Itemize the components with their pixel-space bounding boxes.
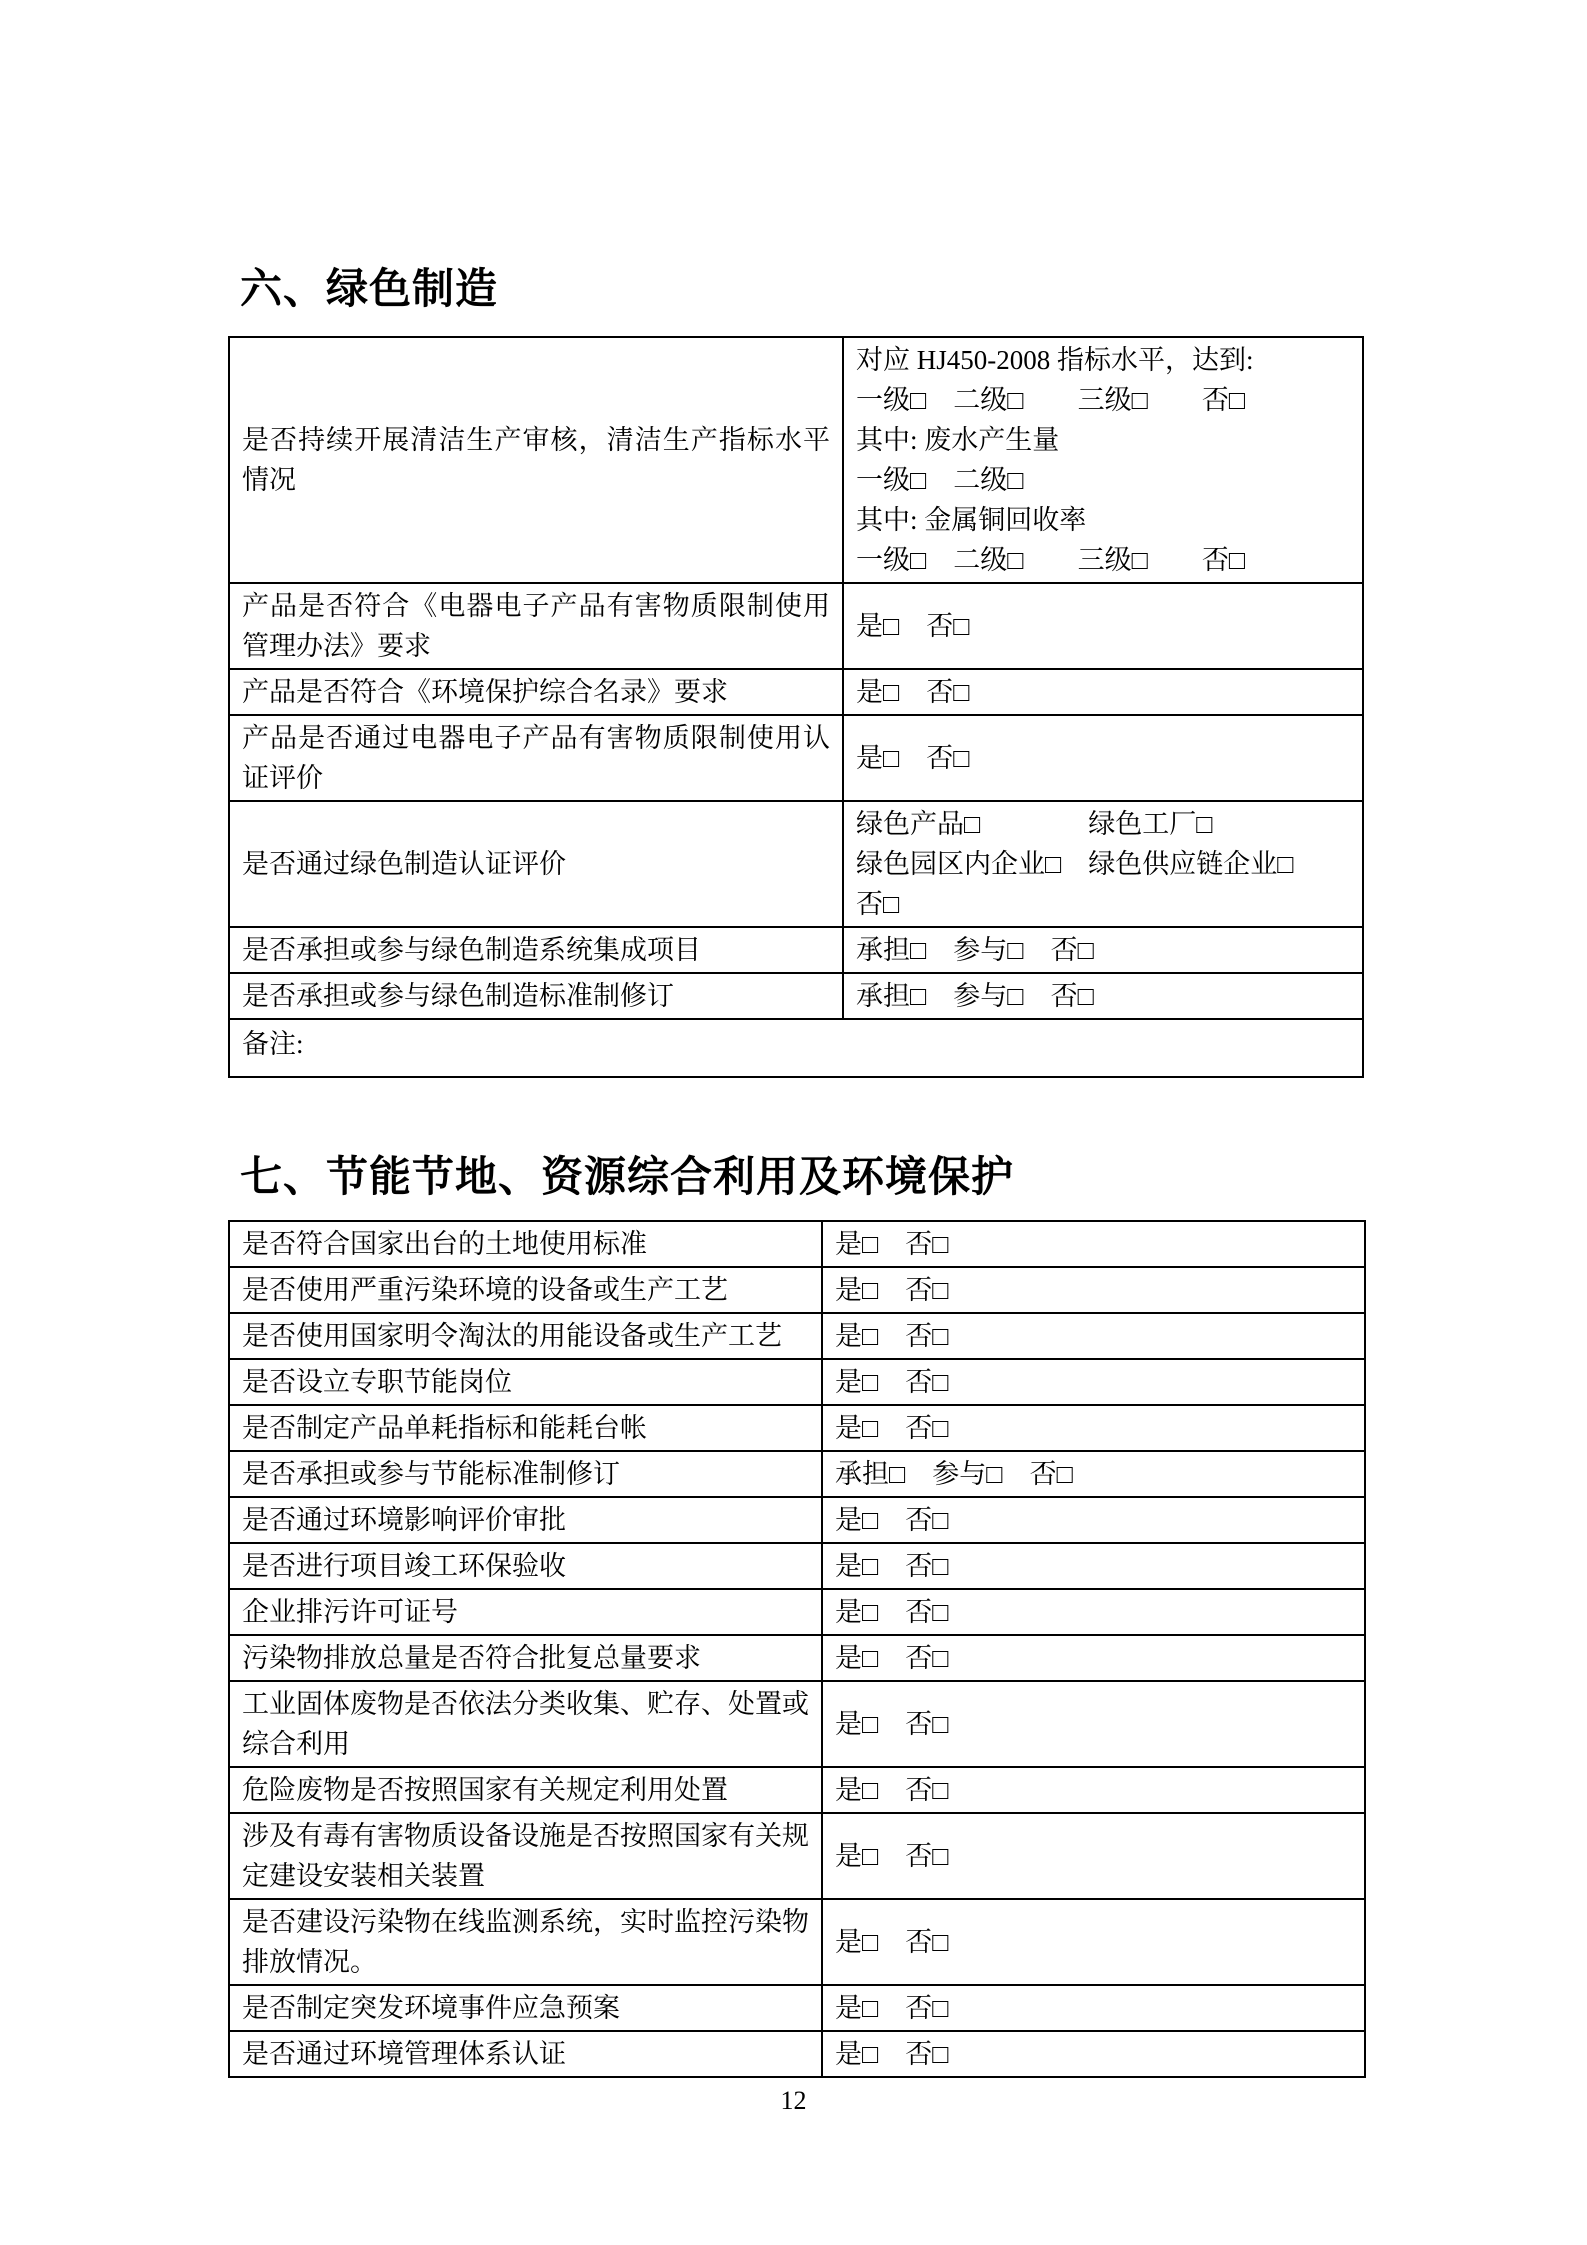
option-line: 是□ 否□ xyxy=(856,611,970,641)
option-line: 是□ 否□ xyxy=(856,743,970,773)
options-cell xyxy=(822,1985,1365,2031)
option-line: 绿色产品□ 绿色工厂□ xyxy=(856,809,1213,839)
question-cell: 危险废物是否按照国家有关规定利用处置 xyxy=(229,1767,822,1813)
question-cell: 是否承担或参与节能标准制修订 xyxy=(229,1451,822,1497)
option-line: 是□ 否□ xyxy=(835,1413,949,1443)
options-cell xyxy=(822,1813,1365,1899)
option-line: 一级□ 二级□ 三级□ 否□ xyxy=(856,545,1246,575)
options-cell xyxy=(822,1635,1365,1681)
options-cell xyxy=(822,1359,1365,1405)
options-cell xyxy=(822,1267,1365,1313)
option-line: 是□ 否□ xyxy=(835,1229,949,1259)
question-cell: 是否通过环境影响评价审批 xyxy=(229,1497,822,1543)
table-row xyxy=(229,1767,1365,1813)
option-line: 是□ 否□ xyxy=(835,1505,949,1535)
question-cell: 产品是否通过电器电子产品有害物质限制使用认证评价 xyxy=(229,715,843,801)
option-line: 是□ 否□ xyxy=(835,1321,949,1351)
option-line: 是□ 否□ xyxy=(835,2039,949,2069)
option-line: 是□ 否□ xyxy=(835,1927,949,1957)
options-cell xyxy=(822,1405,1365,1451)
question-cell: 是否建设污染物在线监测系统，实时监控污染物排放情况。 xyxy=(229,1899,822,1985)
table-row xyxy=(229,1813,1365,1899)
table-row xyxy=(229,669,1363,715)
question-cell: 是否制定产品单耗指标和能耗台帐 xyxy=(229,1405,822,1451)
section-6-title: 六、绿色制造 xyxy=(240,265,499,312)
option-line: 其中: 金属铜回收率 xyxy=(856,505,1087,535)
option-line: 是□ 否□ xyxy=(835,1709,949,1739)
table-row xyxy=(229,927,1363,973)
table-row xyxy=(229,337,1363,583)
options-cell xyxy=(843,927,1363,973)
table-row xyxy=(229,1313,1365,1359)
options-cell xyxy=(822,1221,1365,1267)
table-row xyxy=(229,1497,1365,1543)
options-cell xyxy=(822,1681,1365,1767)
table-row xyxy=(229,1019,1363,1077)
question-cell: 是否通过绿色制造认证评价 xyxy=(229,801,843,927)
table-row xyxy=(229,1589,1365,1635)
options-cell xyxy=(822,1497,1365,1543)
energy-environment-table xyxy=(228,1220,1366,2078)
table-row xyxy=(229,1359,1365,1405)
option-line: 对应 HJ450-2008 指标水平，达到: xyxy=(856,345,1254,375)
option-line: 否□ xyxy=(856,889,900,919)
option-line: 是□ 否□ xyxy=(835,1367,949,1397)
page-number: 12 xyxy=(780,2086,807,2115)
option-line: 是□ 否□ xyxy=(856,677,970,707)
options-cell xyxy=(822,1543,1365,1589)
option-line: 是□ 否□ xyxy=(835,1841,949,1871)
option-line: 一级□ 二级□ 三级□ 否□ xyxy=(856,385,1246,415)
question-cell: 产品是否符合《环境保护综合名录》要求 xyxy=(229,669,843,715)
question-cell: 污染物排放总量是否符合批复总量要求 xyxy=(229,1635,822,1681)
options-cell xyxy=(843,973,1363,1019)
options-cell xyxy=(822,1767,1365,1813)
question-cell: 是否设立专职节能岗位 xyxy=(229,1359,822,1405)
question-cell: 产品是否符合《电器电子产品有害物质限制使用管理办法》要求 xyxy=(229,583,843,669)
options-cell xyxy=(822,1589,1365,1635)
table-row xyxy=(229,801,1363,927)
question-cell: 涉及有毒有害物质设备设施是否按照国家有关规定建设安装相关装置 xyxy=(229,1813,822,1899)
option-line: 承担□ 参与□ 否□ xyxy=(835,1459,1073,1489)
option-line: 承担□ 参与□ 否□ xyxy=(856,935,1094,965)
table-row xyxy=(229,1221,1365,1267)
option-line: 承担□ 参与□ 否□ xyxy=(856,981,1094,1011)
option-line: 是□ 否□ xyxy=(835,1775,949,1805)
option-line: 其中: 废水产生量 xyxy=(856,425,1060,455)
question-cell: 是否制定突发环境事件应急预案 xyxy=(229,1985,822,2031)
option-line: 是□ 否□ xyxy=(835,1551,949,1581)
option-line: 绿色园区内企业□ 绿色供应链企业□ xyxy=(856,849,1294,879)
table-row xyxy=(229,973,1363,1019)
question-cell: 是否进行项目竣工环保验收 xyxy=(229,1543,822,1589)
options-cell xyxy=(843,715,1363,801)
option-line: 是□ 否□ xyxy=(835,1597,949,1627)
table-row xyxy=(229,1985,1365,2031)
question-cell: 企业排污许可证号 xyxy=(229,1589,822,1635)
question-cell: 是否承担或参与绿色制造标准制修订 xyxy=(229,973,843,1019)
table-row xyxy=(229,1543,1365,1589)
section-7-title: 七、节能节地、资源综合利用及环境保护 xyxy=(240,1153,1015,1200)
options-cell xyxy=(843,801,1363,927)
table-row xyxy=(229,1681,1365,1767)
question-cell: 是否使用严重污染环境的设备或生产工艺 xyxy=(229,1267,822,1313)
options-cell xyxy=(843,337,1363,583)
remark-cell: 备注: xyxy=(229,1019,1363,1077)
green-manufacturing-table xyxy=(228,336,1364,1078)
options-cell xyxy=(822,1899,1365,1985)
options-cell xyxy=(843,583,1363,669)
options-cell xyxy=(843,669,1363,715)
question-cell: 是否符合国家出台的土地使用标准 xyxy=(229,1221,822,1267)
option-line: 一级□ 二级□ xyxy=(856,465,1024,495)
table-row xyxy=(229,2031,1365,2077)
question-cell: 是否持续开展清洁生产审核，清洁生产指标水平情况 xyxy=(229,337,843,583)
option-line: 是□ 否□ xyxy=(835,1643,949,1673)
options-cell xyxy=(822,2031,1365,2077)
option-line: 是□ 否□ xyxy=(835,1275,949,1305)
table-row xyxy=(229,1405,1365,1451)
question-cell: 是否承担或参与绿色制造系统集成项目 xyxy=(229,927,843,973)
question-cell: 是否通过环境管理体系认证 xyxy=(229,2031,822,2077)
table-row xyxy=(229,583,1363,669)
options-cell xyxy=(822,1451,1365,1497)
question-cell: 工业固体废物是否依法分类收集、贮存、处置或综合利用 xyxy=(229,1681,822,1767)
table-row xyxy=(229,715,1363,801)
question-cell: 是否使用国家明令淘汰的用能设备或生产工艺 xyxy=(229,1313,822,1359)
table-row xyxy=(229,1267,1365,1313)
table-row xyxy=(229,1635,1365,1681)
options-cell xyxy=(822,1313,1365,1359)
table-row xyxy=(229,1899,1365,1985)
option-line: 是□ 否□ xyxy=(835,1993,949,2023)
table-row xyxy=(229,1451,1365,1497)
